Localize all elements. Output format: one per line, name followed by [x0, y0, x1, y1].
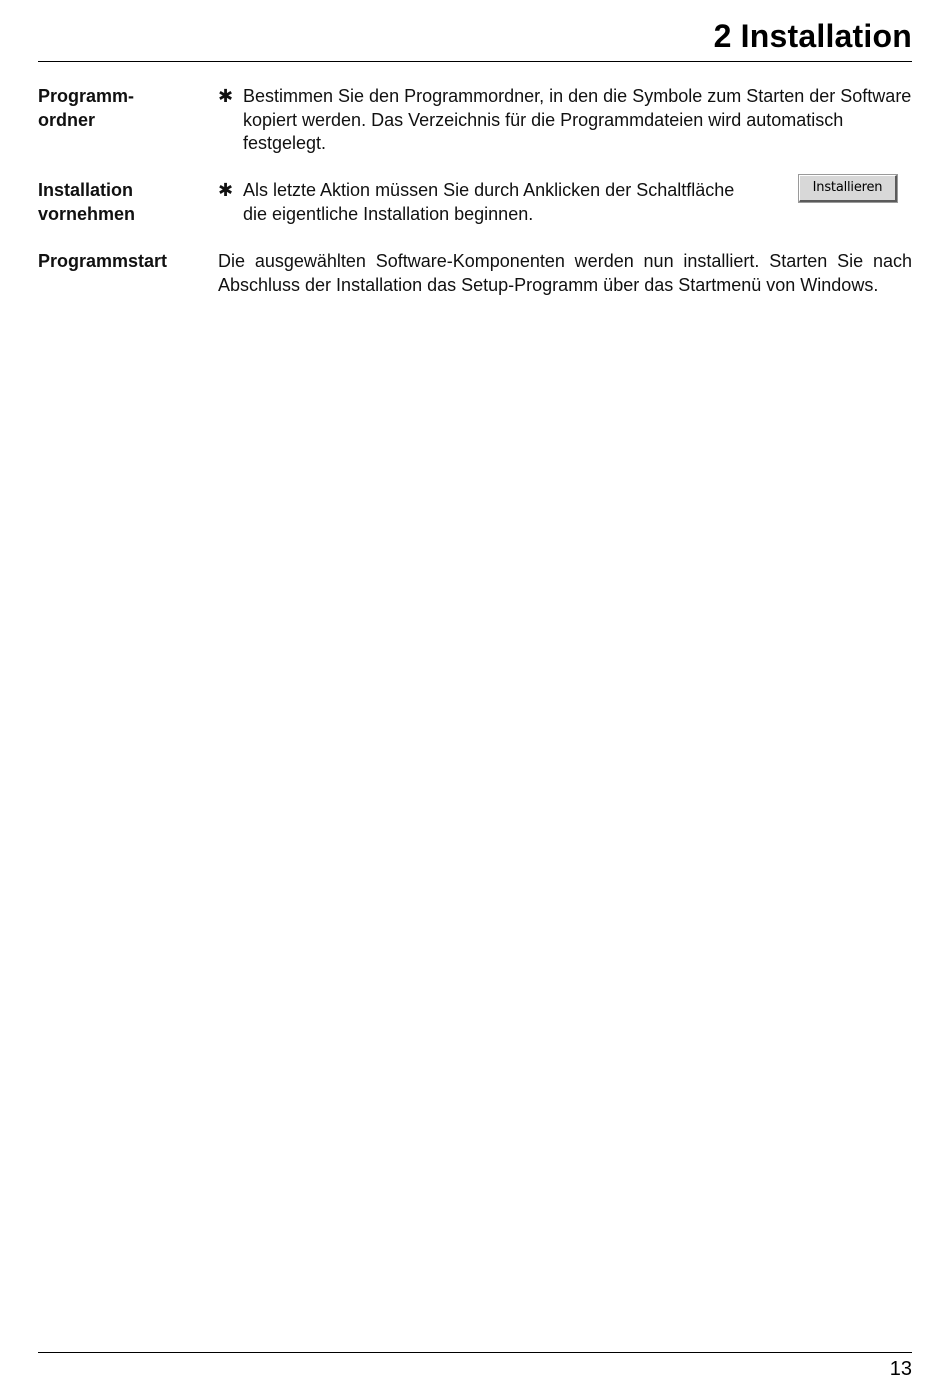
section-programmordner: [38, 85, 912, 157]
asterisk-bullet-icon: ✱: [218, 86, 234, 106]
bullet-text: Bestimmen Sie den Programmordner, in den die Symbole zum Starten der Software kopiert werden. Das Verzeichnis für die Programmdateien wird automatisch festgelegt.: [243, 86, 912, 153]
bullet-text: Als letzte Aktion müssen Sie durch Anklicken der Schaltfläche: [243, 180, 735, 200]
asterisk-bullet-icon: ✱: [218, 180, 234, 200]
footer-divider: [38, 1352, 912, 1353]
section-label: Programmstart: [38, 251, 168, 271]
bullet-item: [218, 85, 912, 156]
section-body: [218, 85, 912, 156]
section-label: Programm- ordner: [38, 86, 135, 130]
section-body: Die ausgewählten Software-Komponenten werden nun installiert. Starten Sie nach Abschluss der Installation das Setup-Programm über das Startmenü von Windows.: [218, 251, 912, 295]
bullet-text-continued: die eigentliche Installation beginnen.: [243, 203, 534, 224]
page-number: 13: [889, 1358, 912, 1380]
section-label: Installation vornehmen: [38, 180, 136, 224]
section-installation-vornehmen: [38, 179, 912, 229]
chapter-title: 2 Installation: [713, 18, 912, 54]
section-programmstart: [38, 250, 912, 322]
installieren-button: Installieren: [799, 175, 897, 202]
header-divider: [38, 61, 912, 62]
